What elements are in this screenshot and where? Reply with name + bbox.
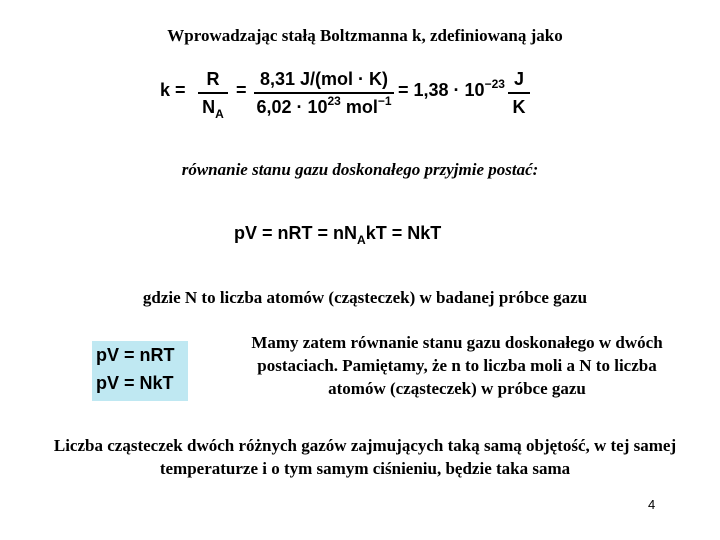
page-number: 4 — [648, 497, 656, 512]
fraction-denominator: $N_A$ — [202, 97, 224, 121]
unit-denominator: K — [512, 97, 526, 117]
fraction-denominator: $6,02 \cdot 10^{23}$ mol$^{-1}$ — [256, 94, 392, 117]
state-equation-intro: równanie stanu gazu doskonałego przyjmie postać: — [181, 160, 539, 179]
summary-note: Mamy zatem równanie stanu gazu doskonałego w dwóch postaciach. Pamiętamy, że n to liczba moli a N to liczba atomów (cząsteczek) w próbce gazu — [251, 333, 663, 398]
k-result: = $1,38 \cdot 10^{-23}$ — [398, 77, 505, 100]
conclusion-text: Liczba cząsteczek dwóch różnych gazów zajmujących taką samą objętość, w tej samej temperaturze i o tym samym ciśnieniu, będzie taka sama — [53, 436, 677, 478]
intro-text: Wprowadzając stałą Boltzmanna k, zdefiniowaną jako — [167, 26, 563, 45]
k-lhs: k = — [160, 80, 186, 100]
fraction-numerator: 8,31 J/(mol · K) — [259, 69, 389, 89]
definition-text: gdzie N to liczba atomów (cząsteczek) w badanej próbce gazu — [142, 288, 588, 307]
unit-numerator: J — [513, 69, 524, 89]
equation-particles: pV = NkT — [96, 373, 174, 393]
unit-fraction — [508, 68, 530, 118]
highlighted-equations-box — [92, 341, 188, 401]
fraction-numerator: R — [206, 69, 220, 89]
boltzmann-constant-equation — [160, 62, 540, 122]
fraction-numeric — [254, 68, 394, 118]
fraction-r-over-na — [198, 68, 228, 121]
equals-sign: = — [236, 80, 247, 100]
ideal-gas-equation: pV = nRT = $nN_AkT$ = NkT — [234, 223, 442, 247]
equation-moles: pV = nRT — [96, 345, 175, 365]
